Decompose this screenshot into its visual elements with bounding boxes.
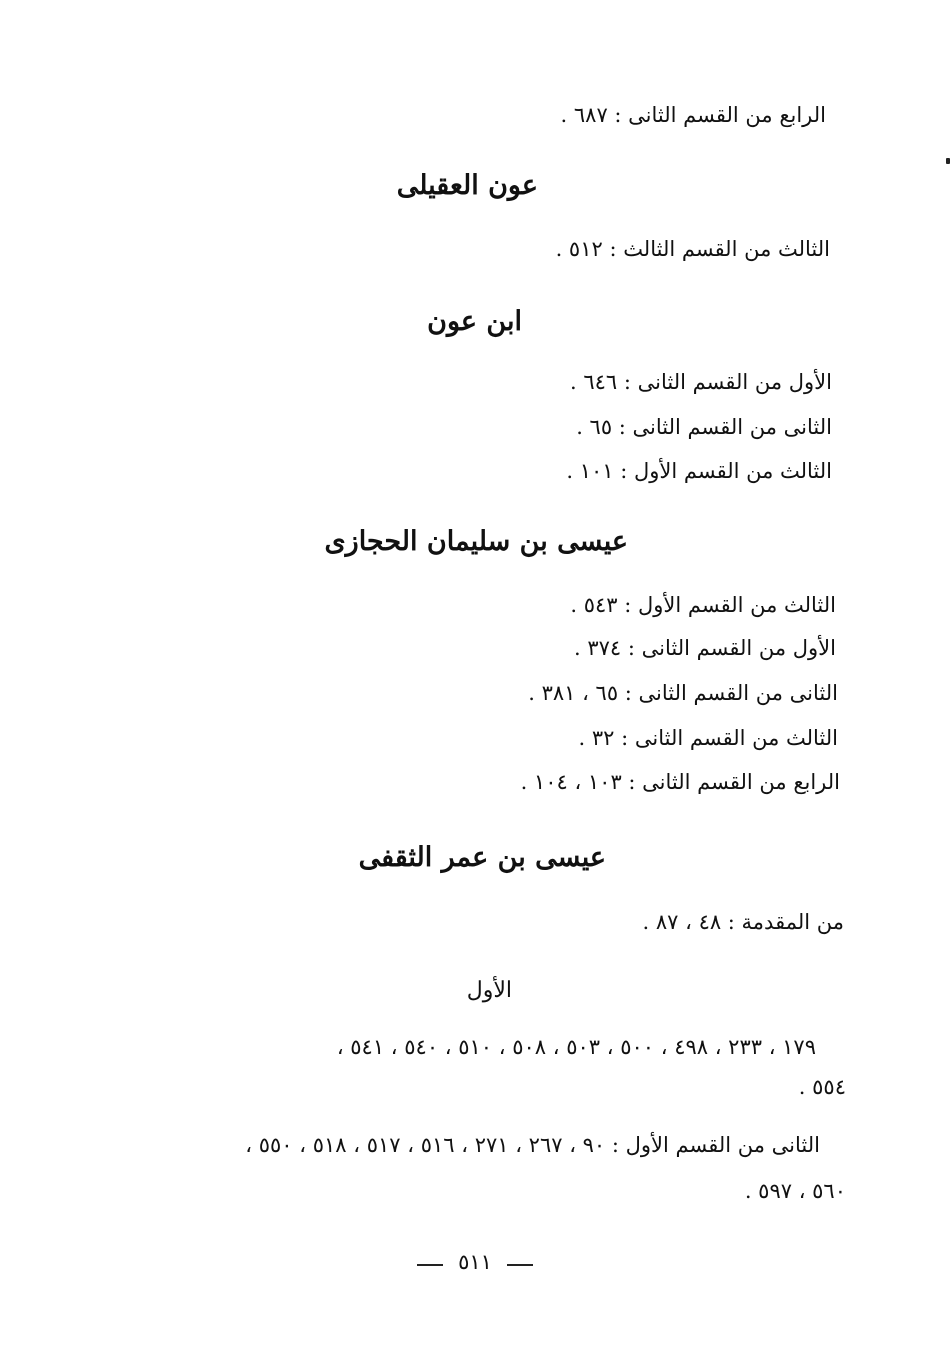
entry-line: الثالث من القسم الأول : ١٠١ . [566, 459, 832, 483]
entry-line: الأول من القسم الثانى : ٦٤٦ . [570, 370, 832, 394]
section-heading: عيسى بن سليمان الحجازى [324, 526, 628, 557]
footer-dash-left [417, 1264, 443, 1266]
entry-line: الرابع من القسم الثانى : ٦٨٧ . [560, 103, 826, 127]
section-heading: ابن عون [427, 306, 522, 337]
entry-line: من المقدمة : ٤٨ ، ٨٧ . [642, 910, 844, 934]
paragraph-line: ١٧٩ ، ٢٣٣ ، ٤٩٨ ، ٥٠٠ ، ٥٠٣ ، ٥٠٨ ، ٥١٠ ، ٥٤٠ ، ٥٤١ ، [336, 1035, 816, 1059]
entry-line: الثالث من القسم الثالث : ٥١٢ . [555, 237, 830, 261]
entry-line: الثالث من القسم الثانى : ٣٢ . [578, 726, 838, 750]
subsection-heading: الأول [466, 978, 512, 1003]
margin-mark [946, 158, 950, 164]
entry-line: الثانى من القسم الثانى : ٦٥ . [576, 415, 832, 439]
entry-line: الرابع من القسم الثانى : ١٠٣ ، ١٠٤ . [520, 770, 840, 794]
page-number: ٥١١ [458, 1250, 492, 1274]
section-heading: عيسى بن عمر الثقفى [358, 842, 606, 873]
page-footer [0, 1247, 950, 1277]
paragraph-line: ٥٥٤ . [798, 1075, 846, 1099]
entry-line: الثالث من القسم الأول : ٥٤٣ . [570, 593, 836, 617]
footer-dash-right [507, 1264, 533, 1266]
paragraph-line: الثانى من القسم الأول : ٩٠ ، ٢٦٧ ، ٢٧١ ، ٥١٦ ، ٥١٧ ، ٥١٨ ، ٥٥٠ ، [245, 1133, 820, 1157]
entry-line: الأول من القسم الثانى : ٣٧٤ . [574, 636, 836, 660]
paragraph-line: ٥٦٠ ، ٥٩٧ . [744, 1179, 846, 1203]
section-heading: عون العقيلى [396, 170, 538, 201]
entry-line: الثانى من القسم الثانى : ٦٥ ، ٣٨١ . [528, 681, 838, 705]
